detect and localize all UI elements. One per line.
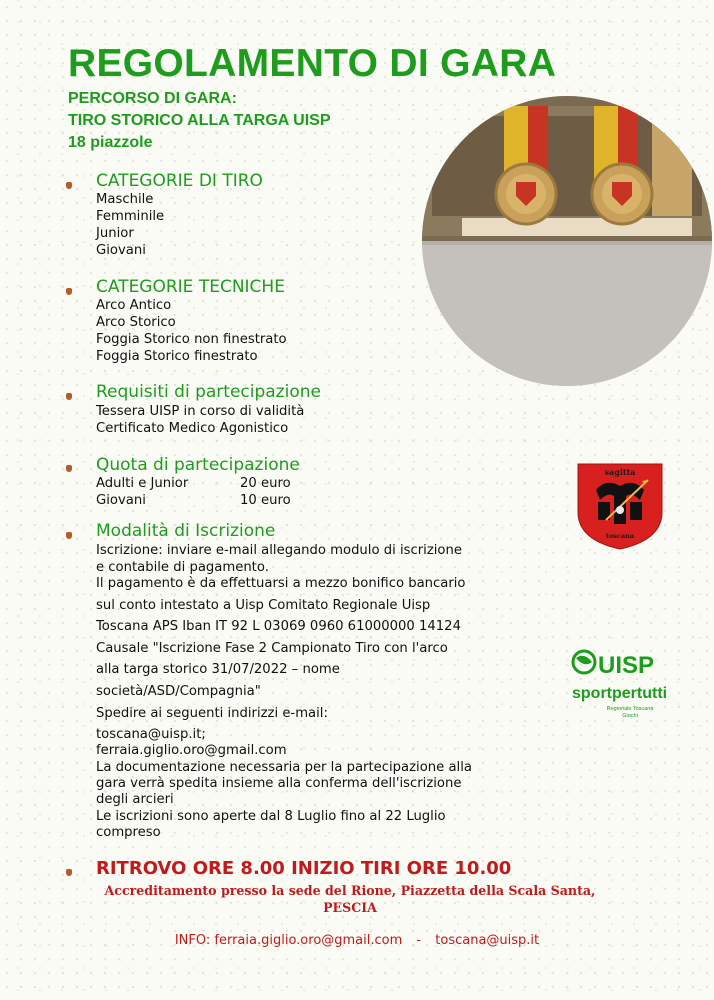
info-footer [0, 933, 714, 948]
list-item: Maschile [96, 192, 154, 207]
list-item: Certificato Medico Agonistico [96, 421, 289, 436]
list-item: Foggia Storico finestrato [96, 349, 258, 364]
section-heading-requisiti: Requisiti di partecipazione [96, 382, 321, 402]
body-line: Il pagamento è da effettuarsi a mezzo bonifico bancario [96, 576, 466, 591]
bullet-icon [66, 288, 72, 295]
body-line: sul conto intestato a Uisp Comitato Regionale Uisp [96, 598, 431, 613]
uisp-name: UISP [598, 652, 655, 679]
bullet-icon [66, 182, 72, 189]
quota-label: Giovani [96, 493, 146, 508]
section-heading-modalita: Modalità di Iscrizione [96, 521, 276, 541]
subtitle-discipline: TIRO STORICO ALLA TARGA UISP [68, 112, 331, 129]
subtitle-stations: 18 piazzole [68, 134, 153, 151]
shield-top-text: sagitta [604, 467, 636, 477]
quota-row [96, 476, 188, 491]
uisp-sub1: Regionale Toscana [606, 706, 654, 712]
info-email-primary[interactable]: INFO: ferraia.giglio.oro@gmail.com [174, 933, 403, 948]
uisp-logo [570, 648, 686, 728]
email-address[interactable]: toscana@uisp.it; [96, 727, 206, 742]
section-heading-categorie-tecniche: CATEGORIE TECNICHE [96, 277, 285, 297]
bullet-icon [66, 465, 72, 472]
accreditamento-place: PESCIA [323, 900, 377, 915]
info-separator: - [416, 933, 422, 948]
email-address[interactable]: ferraia.giglio.oro@gmail.com [96, 743, 287, 758]
accreditamento-line: Accreditamento presso la sede del Rione, Piazzetta della Scala Santa, [104, 883, 596, 898]
list-item: Femminile [96, 209, 165, 224]
subtitle-route: PERCORSO DI GARA: [68, 90, 237, 107]
sagitta-shield-logo [576, 462, 664, 550]
body-line: Spedire ai seguenti indirizzi e-mail: [96, 706, 328, 721]
uisp-sub2: Giochi [622, 713, 638, 719]
list-item: Junior [96, 226, 134, 241]
quota-row [96, 493, 146, 508]
body-line: compreso [96, 825, 161, 840]
list-item: Arco Storico [96, 315, 176, 330]
body-line: Toscana APS Iban IT 92 L 03069 0960 61000000 14124 [96, 619, 461, 634]
list-item: Foggia Storico non finestrato [96, 332, 287, 347]
quota-label: Adulti e Junior [96, 476, 189, 491]
ritrovo-heading: RITROVO ORE 8.00 INIZIO TIRI ORE 10.00 [96, 858, 512, 879]
quota-amount: 20 euro [240, 476, 291, 491]
body-line: La documentazione necessaria per la partecipazione alla [96, 760, 472, 775]
info-email-secondary[interactable]: toscana@uisp.it [435, 933, 540, 948]
body-line: Causale "Iscrizione Fase 2 Campionato Tiro con l'arco [96, 641, 448, 656]
shield-bottom-text: toscana [605, 532, 635, 540]
targets-photo [422, 96, 712, 386]
body-line: alla targa storico 31/07/2022 – nome [96, 662, 340, 677]
body-line: degli arcieri [96, 792, 174, 807]
bullet-icon [66, 532, 72, 539]
section-heading-categorie-tiro: CATEGORIE DI TIRO [96, 171, 263, 191]
body-line: Le iscrizioni sono aperte dal 8 Luglio fino al 22 Luglio [96, 809, 446, 824]
list-item: Giovani [96, 243, 146, 258]
section-heading-quota: Quota di partecipazione [96, 455, 300, 475]
list-item: Arco Antico [96, 298, 172, 313]
body-line: Iscrizione: inviare e-mail allegando modulo di iscrizione [96, 543, 462, 558]
list-item: Tessera UISP in corso di validità [96, 404, 305, 419]
page-title: REGOLAMENTO DI GARA [68, 42, 557, 85]
bullet-icon [66, 869, 72, 876]
uisp-tagline: sportpertutti [572, 685, 668, 702]
body-line: società/ASD/Compagnia" [96, 684, 261, 699]
bullet-icon [66, 393, 72, 400]
body-line: gara verrà spedita insieme alla conferma dell'iscrizione [96, 776, 462, 791]
body-line: e contabile di pagamento. [96, 560, 269, 575]
quota-amount: 10 euro [240, 493, 291, 508]
